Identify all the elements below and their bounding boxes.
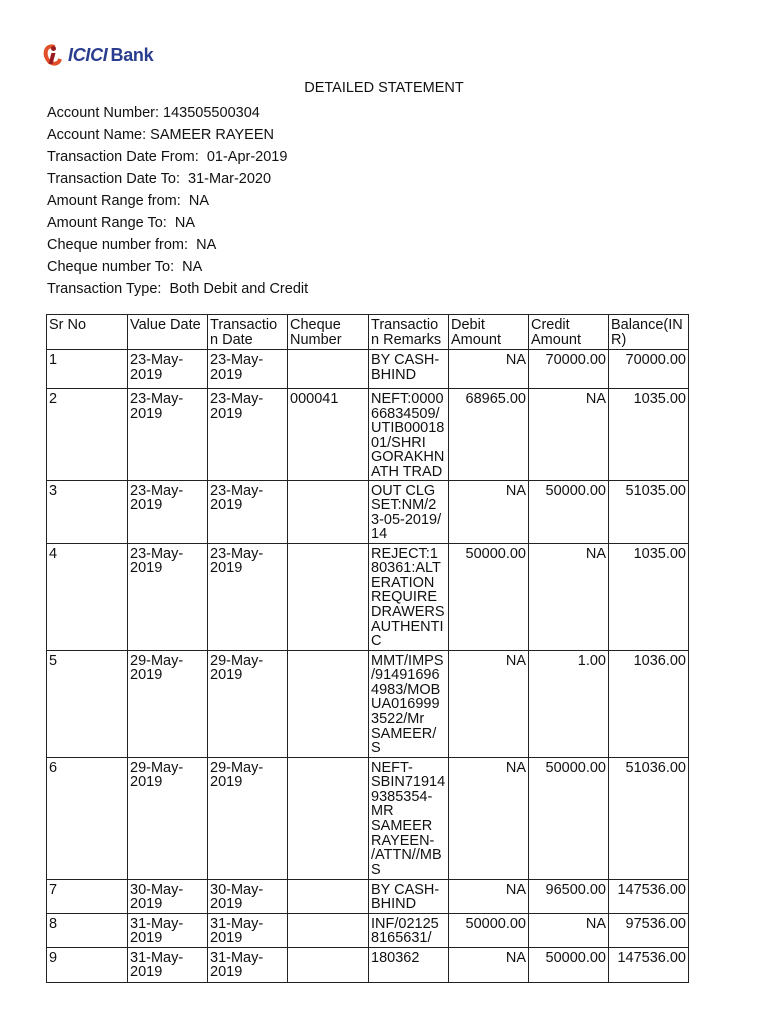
cell-credit-amount: NA (529, 543, 609, 650)
cell-transaction-remarks: MMT/IMPS /91491696 4983/MOB UA016999 3522/Mr SAMEER/ S (369, 650, 449, 757)
cell-cheque-number (288, 757, 369, 879)
cell-balance: 147536.00 (609, 879, 689, 913)
cell-transaction-date: 23-May- 2019 (208, 543, 288, 650)
cell-sr-no: 9 (47, 947, 128, 982)
cell-transaction-remarks: NEFT:0000 66834509/ UTIB00018 01/SHRI GORAKHN ATH TRAD (369, 389, 449, 481)
account-number: Account Number: 143505500304 (47, 105, 260, 121)
cell-balance: 1036.00 (609, 650, 689, 757)
cell-value-date: 23-May- 2019 (128, 389, 208, 481)
cell-sr-no: 2 (47, 389, 128, 481)
table-row (47, 947, 689, 982)
cell-value-date: 31-May- 2019 (128, 913, 208, 947)
amount-range-from: Amount Range from: NA (47, 193, 209, 209)
cell-sr-no: 4 (47, 543, 128, 650)
cell-value-date: 23-May- 2019 (128, 480, 208, 543)
table-row (47, 757, 689, 879)
cell-transaction-remarks: REJECT:1 80361:ALT ERATION REQUIRE DRAWERS AUTHENTI C (369, 543, 449, 650)
cell-debit-amount: NA (449, 650, 529, 757)
cell-balance: 1035.00 (609, 543, 689, 650)
cell-cheque-number (288, 650, 369, 757)
statement-title: DETAILED STATEMENT (304, 80, 464, 96)
table-row (47, 350, 689, 389)
cell-credit-amount: 50000.00 (529, 480, 609, 543)
cell-debit-amount: NA (449, 480, 529, 543)
amount-range-to: Amount Range To: NA (47, 215, 196, 231)
cell-debit-amount: 68965.00 (449, 389, 529, 481)
cell-balance: 51036.00 (609, 757, 689, 879)
cell-credit-amount: 96500.00 (529, 879, 609, 913)
cell-debit-amount: NA (449, 757, 529, 879)
cell-credit-amount: NA (529, 389, 609, 481)
cell-cheque-number (288, 913, 369, 947)
cell-credit-amount: 1.00 (529, 650, 609, 757)
cell-debit-amount: 50000.00 (449, 543, 529, 650)
table-row (47, 543, 689, 650)
header-debit-amount: Debit Amount (449, 315, 529, 350)
cell-sr-no: 5 (47, 650, 128, 757)
cell-balance: 97536.00 (609, 913, 689, 947)
table-row (47, 650, 689, 757)
cell-balance: 1035.00 (609, 389, 689, 481)
table-header-row (47, 315, 689, 350)
cell-debit-amount: 50000.00 (449, 913, 529, 947)
cell-value-date: 29-May- 2019 (128, 757, 208, 879)
header-balance: Balance(IN R) (609, 315, 689, 350)
cell-credit-amount: 50000.00 (529, 757, 609, 879)
cell-transaction-date: 31-May- 2019 (208, 913, 288, 947)
cell-transaction-remarks: BY CASH- BHIND (369, 879, 449, 913)
cell-credit-amount: 50000.00 (529, 947, 609, 982)
cell-transaction-remarks: NEFT- SBIN71914 9385354- MR SAMEER RAYEEN- /ATTN//MB S (369, 757, 449, 879)
transaction-date-from: Transaction Date From: 01-Apr-2019 (47, 149, 288, 165)
cell-cheque-number (288, 947, 369, 982)
cell-cheque-number (288, 350, 369, 389)
table-row (47, 389, 689, 481)
cell-credit-amount: 70000.00 (529, 350, 609, 389)
cell-sr-no: 3 (47, 480, 128, 543)
cell-sr-no: 8 (47, 913, 128, 947)
cell-credit-amount: NA (529, 913, 609, 947)
cell-transaction-date: 29-May- 2019 (208, 650, 288, 757)
cell-transaction-date: 23-May- 2019 (208, 480, 288, 543)
cheque-number-to: Cheque number To: NA (47, 259, 203, 275)
cell-value-date: 29-May- 2019 (128, 650, 208, 757)
cell-transaction-remarks: 180362 (369, 947, 449, 982)
table-row (47, 480, 689, 543)
cell-balance: 51035.00 (609, 480, 689, 543)
cell-balance: 147536.00 (609, 947, 689, 982)
cell-balance: 70000.00 (609, 350, 689, 389)
header-value-date: Value Date (128, 315, 208, 350)
cell-transaction-date: 23-May- 2019 (208, 389, 288, 481)
cell-value-date: 31-May- 2019 (128, 947, 208, 982)
cell-sr-no: 6 (47, 757, 128, 879)
header-cheque-number: Cheque Number (288, 315, 369, 350)
account-details (47, 102, 308, 300)
cell-transaction-date: 29-May- 2019 (208, 757, 288, 879)
table-row (47, 913, 689, 947)
cell-cheque-number (288, 879, 369, 913)
transactions-table (46, 314, 689, 983)
header-transaction-date: Transactio n Date (208, 315, 288, 350)
cell-transaction-remarks: OUT CLG SET:NM/2 3-05-2019/ 14 (369, 480, 449, 543)
cell-value-date: 23-May- 2019 (128, 350, 208, 389)
icici-logo-icon (44, 42, 66, 68)
header-sr-no: Sr No (47, 315, 128, 350)
cell-transaction-remarks: BY CASH- BHIND (369, 350, 449, 389)
table-row (47, 879, 689, 913)
logo-text: ICICI Bank (68, 44, 154, 65)
cell-cheque-number (288, 480, 369, 543)
cell-transaction-date: 31-May- 2019 (208, 947, 288, 982)
cell-transaction-date: 23-May- 2019 (208, 350, 288, 389)
cell-value-date: 23-May- 2019 (128, 543, 208, 650)
header-transaction-remarks: Transactio n Remarks (369, 315, 449, 350)
cell-debit-amount: NA (449, 947, 529, 982)
transaction-type: Transaction Type: Both Debit and Credit (47, 281, 309, 297)
cell-transaction-remarks: INF/02125 8165631/ (369, 913, 449, 947)
cell-debit-amount: NA (449, 879, 529, 913)
cell-sr-no: 7 (47, 879, 128, 913)
transaction-date-to: Transaction Date To: 31-Mar-2020 (47, 171, 272, 187)
cell-transaction-date: 30-May- 2019 (208, 879, 288, 913)
cell-cheque-number: 000041 (288, 389, 369, 481)
cheque-number-from: Cheque number from: NA (47, 237, 217, 253)
cell-sr-no: 1 (47, 350, 128, 389)
header-credit-amount: Credit Amount (529, 315, 609, 350)
cell-debit-amount: NA (449, 350, 529, 389)
account-name: Account Name: SAMEER RAYEEN (47, 127, 274, 143)
icici-logo (44, 42, 153, 68)
cell-cheque-number (288, 543, 369, 650)
cell-value-date: 30-May- 2019 (128, 879, 208, 913)
